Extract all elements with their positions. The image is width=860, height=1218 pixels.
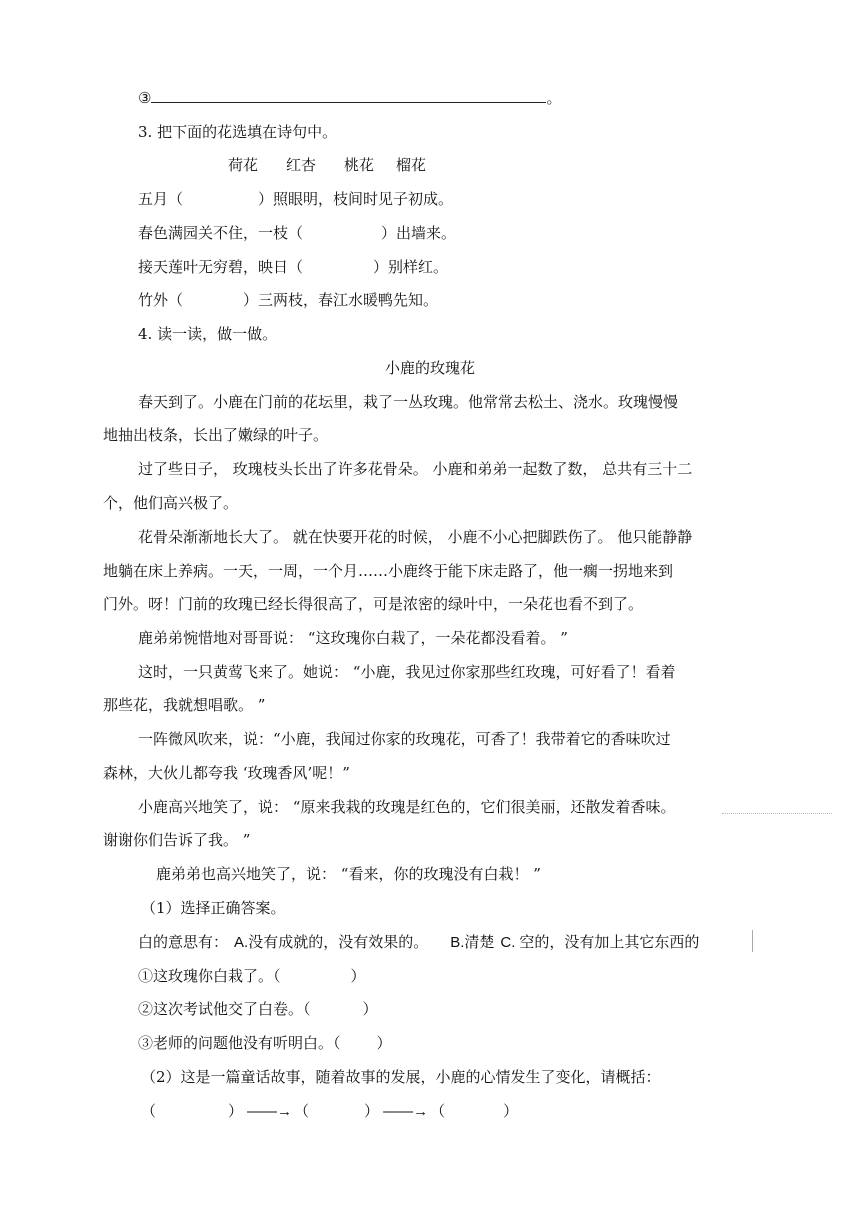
sub-question-1-title: （1）选择正确答案。: [141, 899, 286, 917]
story-line: 鹿弟弟也高兴地笑了，说： “看来，你的玫瑰没有白栽！ ”: [156, 865, 541, 883]
story-line: 门外。呀！门前的玫瑰已经长得很高了，可是浓密的绿叶中，一朵花也看不到了。: [103, 595, 644, 613]
story-line: 地躺在床上养病。一天，一周，一个月……小鹿终于能下床走路了，他一瘸一拐地来到: [103, 562, 674, 580]
arrow-icon: ——→: [247, 1103, 293, 1120]
question-3-title: 3. 把下面的花选填在诗句中。: [138, 123, 338, 141]
story-line: 森林，大伙儿都夸我 ‘玫瑰香风’呢！”: [103, 764, 350, 782]
poem-line: 春色满园关不住，一枝（ ）出墙来。: [138, 224, 457, 242]
story-line: 春天到了。小鹿在门前的花坛里，栽了一丛玫瑰。他常常去松土、浇水。玫瑰慢慢: [138, 393, 679, 411]
flower-option: 榴花: [396, 156, 427, 174]
sub-question-2-title: （2）这是一篇童话故事，随着故事的发展，小鹿的心情发生了变化，请概括：: [141, 1068, 661, 1086]
arrow-icon: ——→: [383, 1103, 429, 1120]
answer-blank[interactable]: [151, 88, 546, 103]
poem-line: 竹外（ ）三两枝，春江水暖鸭先知。: [138, 291, 439, 309]
story-line: 谢谢你们告诉了我。 ”: [103, 831, 251, 849]
story-line: 一阵微风吹来，说：“小鹿，我闻过你家的玫瑰花，可香了！我带着它的香味吹过: [138, 730, 671, 748]
answer-line-3: ③ 。: [138, 89, 562, 107]
choice-item: ②这次考试他交了白卷。（ ）: [138, 1000, 378, 1018]
flower-option: 桃花: [344, 156, 375, 174]
poem-line: 接天莲叶无穷碧，映日（ ）别样红。: [138, 258, 449, 276]
option-b-label: B.: [450, 934, 465, 951]
story-title: 小鹿的玫瑰花: [384, 359, 475, 377]
flower-options: [228, 155, 426, 175]
story-line: 花骨朵渐渐地长大了。 就在快要开花的时候， 小鹿不小心把脚跌伤了。 他只能静静: [138, 528, 693, 546]
question-4-title: 4. 读一读，做一做。: [138, 325, 278, 343]
option-a-label: A.: [234, 934, 249, 951]
story-line: 这时，一只黄莺飞来了。她说： “小鹿，我见过你家那些红玫瑰，可好看了！看着: [138, 663, 676, 681]
dotted-rule: [722, 813, 832, 814]
item-marker: ③: [138, 89, 152, 107]
flower-option: 红杏: [286, 156, 317, 174]
story-line: 过了些日子， 玫瑰枝头长出了许多花骨朵。 小鹿和弟弟一起数了数， 总共有三十二: [138, 460, 693, 478]
choice-item: ③老师的问题他没有听明白。（ ）: [138, 1034, 392, 1052]
poem-line: 五月（ ）照眼明，枝间时见子初成。: [138, 190, 454, 208]
story-line: 鹿弟弟惋惜地对哥哥说： “这玫瑰你白栽了，一朵花都没看着。 ”: [138, 629, 568, 647]
mood-sequence: （ ） ——→ （ ） ——→ （ ）: [141, 1102, 519, 1120]
story-line: 地抽出枝条，长出了嫩绿的叶子。: [103, 426, 329, 444]
story-line: 那些花，我就想唱歌。 ”: [103, 696, 266, 714]
definition-options: 白的意思有： A.没有成就的，没有效果的。 B.清楚 C. 空的，没有加上其它东西的: [138, 933, 700, 951]
margin-mark: [752, 930, 753, 952]
flower-option: 荷花: [228, 156, 259, 174]
story-line: 个，他们高兴极了。: [103, 494, 239, 512]
choice-item: ①这玫瑰你白栽了。（ ）: [138, 967, 366, 985]
story-line: 小鹿高兴地笑了，说： “原来我栽的玫瑰是红色的，它们很美丽，还散发着香味。: [138, 798, 676, 816]
option-c-label: C.: [500, 934, 516, 951]
